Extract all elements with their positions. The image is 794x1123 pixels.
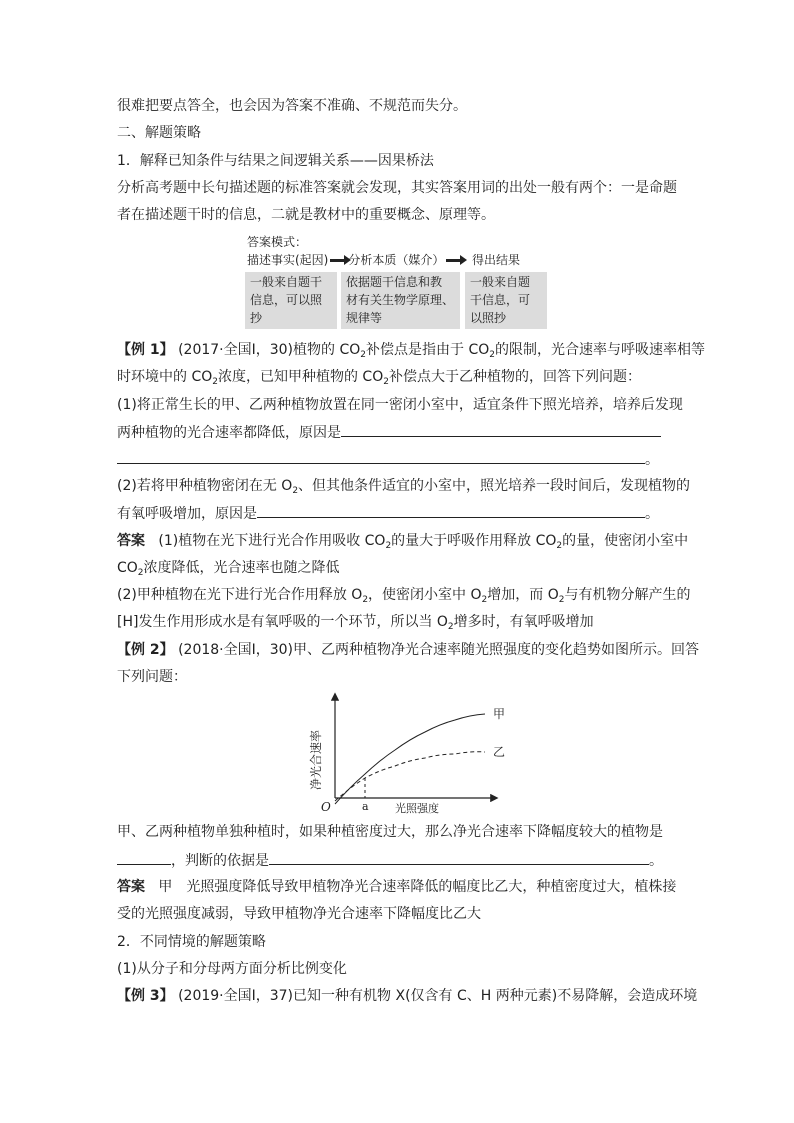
chart <box>305 690 505 815</box>
example-1-answer-line-3 <box>117 585 690 610</box>
subscript: 2 <box>212 377 218 387</box>
text: ，判断的依据是 <box>171 853 269 869</box>
arrow-right-icon <box>330 259 346 262</box>
example-2-line-1 <box>117 640 699 660</box>
text: 浓度，已知甲种植物的 CO <box>217 369 384 385</box>
heading-section-1: 1．解释已知条件与结果之间逻辑关系——因果桥法 <box>117 153 434 169</box>
subscript: 2 <box>481 595 488 605</box>
example-1-q1-line-3 <box>117 449 659 470</box>
text: 时环境中的 CO <box>117 369 213 385</box>
series-line-2 <box>335 752 485 801</box>
text: 补偿点是指由于 CO <box>366 342 490 358</box>
heading-section-2: 2．不同情境的解题策略 <box>117 934 266 950</box>
example-2-question-line-1: 甲、乙两种植物单独种植时，如果种植密度过大，那么净光合速率下降幅度较大的植物是 <box>117 824 663 840</box>
example-1-answer-line-1 <box>117 531 688 556</box>
text: (2018·全国Ⅰ，30)甲、乙两种植物净光合速率随光照强度的变化趋势如图所示。回答 <box>178 642 700 658</box>
diagram-box-1-line: 一般来自题干 <box>250 275 323 289</box>
text: (2)甲种植物在光下进行光合作用释放 O <box>117 587 363 603</box>
origin-label: O <box>321 800 331 814</box>
subscript: 2 <box>383 377 389 387</box>
diagram-box-1-line: 抄 <box>250 311 263 325</box>
example-1-line-2 <box>117 367 641 392</box>
subscript: 2 <box>385 541 392 551</box>
series-line-1 <box>335 714 485 804</box>
text: 的限制，光合速率与呼吸速率相等 <box>495 342 705 358</box>
example-1-q2-line-1 <box>117 476 690 501</box>
series-label-2: 乙 <box>493 745 505 759</box>
subscript: 2 <box>362 595 369 605</box>
example-1-line-1 <box>117 340 705 365</box>
subscript: 2 <box>489 350 495 360</box>
example-3-tag: 【例 3】 <box>117 988 174 1004</box>
diagram-box-2-line: 依据题干信息和教 <box>346 275 443 289</box>
text: [H]发生作用形成水是有氧呼吸的一个环节，所以当 O <box>117 614 448 630</box>
diagram-box-2-line: 规律等 <box>346 311 383 325</box>
text: (2019·全国Ⅰ，37)已知一种有机物 X(仅含有 C、H 两种元素)不易降解，会造成环境 <box>178 988 698 1004</box>
text: 。 <box>649 853 663 869</box>
paragraph-intro: 很难把要点答全，也会因为答案不准确、不规范而失分。 <box>117 98 467 114</box>
diagram-flow <box>247 252 520 268</box>
example-1-q1-line-1: (1)将正常生长的甲、乙两种植物放置在同一密闭小室中，适宜条件下照光培养，培养后发现 <box>117 397 683 413</box>
text: 。 <box>645 506 659 522</box>
answer-blank[interactable] <box>269 850 649 865</box>
text: ，使密闭小室中 O <box>368 587 482 603</box>
heading-strategy: 二、解题策略 <box>117 125 201 141</box>
paragraph-1-line-2: 者在描述题干时的信息，二就是教材中的重要概念、原理等。 <box>117 207 495 223</box>
answer-blank[interactable] <box>257 503 645 518</box>
text: 的量，使密闭小室中 <box>562 533 689 549</box>
answer-label: 答案 <box>117 533 145 549</box>
series-label-1: 甲 <box>493 707 505 721</box>
diagram-box-3-line: 一般来自题 <box>470 275 531 289</box>
diagram-box-1-line: 信息，可以照 <box>250 293 323 307</box>
example-2-answer-line-1 <box>117 877 676 897</box>
diagram-step-3: 得出结果 <box>472 253 521 267</box>
subscript: 2 <box>447 622 454 632</box>
text: 增多时，有氧呼吸增加 <box>453 614 594 630</box>
answer-blank[interactable] <box>117 449 645 464</box>
y-axis-label: 净光合速率 <box>309 729 323 791</box>
text: 甲 光照强度降低导致甲植物净光合速率降低的幅度比乙大，种植密度过大，植株接 <box>158 879 677 895</box>
x-axis-label: 光照强度 <box>395 802 439 815</box>
diagram-box-3 <box>465 272 547 329</box>
example-3-line-1 <box>117 986 697 1006</box>
diagram-step-2: 分析本质（媒介） <box>348 253 445 267</box>
text: (1)植物在光下进行光合作用吸收 CO <box>158 533 386 549</box>
example-2-line-2: 下列问题： <box>117 669 187 685</box>
diagram-step-1: 描述事实(起因) <box>247 253 329 267</box>
text: 的量大于呼吸作用释放 CO <box>391 533 557 549</box>
example-1-q1-line-2 <box>117 422 661 443</box>
text: (2)若将甲种植物密闭在无 O <box>117 478 293 494</box>
paragraph-1-line-1: 分析高考题中长句描述题的标准答案就会发现，其实答案用词的出处一般有两个：一是命题 <box>117 180 677 196</box>
answer-label: 答案 <box>117 879 145 895</box>
text: 增加，而 O <box>487 587 559 603</box>
x-marker-label: a <box>362 800 369 813</box>
arrow-right-icon <box>446 259 462 262</box>
example-1-answer-line-4 <box>117 612 594 637</box>
example-2-question-line-2 <box>117 850 663 871</box>
subscript: 2 <box>558 595 565 605</box>
heading-section-2-1: (1)从分子和分母两方面分析比例变化 <box>117 961 347 977</box>
subscript: 2 <box>137 568 144 578</box>
subscript: 2 <box>360 350 367 360</box>
subscript: 2 <box>556 541 563 551</box>
answer-blank[interactable] <box>341 422 661 437</box>
text: 有氧呼吸增加，原因是 <box>117 506 257 522</box>
example-1-answer-line-2 <box>117 558 340 583</box>
text: CO <box>117 560 138 576</box>
diagram-box-2 <box>341 272 460 329</box>
diagram-box-1 <box>245 272 337 329</box>
example-2-tag: 【例 2】 <box>117 642 174 658</box>
answer-blank[interactable] <box>117 850 171 865</box>
subscript: 2 <box>292 486 299 496</box>
text: 补偿点大于乙种植物的，回答下列问题： <box>388 369 641 385</box>
text: 浓度降低，光合速率也随之降低 <box>143 560 340 576</box>
example-1-q2-line-2 <box>117 503 659 524</box>
example-1-tag: 【例 1】 <box>117 342 174 358</box>
text: 、但其他条件适宜的小室中，照光培养一段时间后，发现植物的 <box>298 478 691 494</box>
text: 两种植物的光合速率都降低，原因是 <box>117 425 341 441</box>
diagram-title: 答案模式： <box>247 235 308 249</box>
diagram-box-2-line: 材有关生物学原理、 <box>346 293 455 307</box>
text: (2017·全国Ⅰ，30)植物的 CO <box>178 342 361 358</box>
diagram-box-3-line: 以照抄 <box>470 311 507 325</box>
text: 与有机物分解产生的 <box>564 587 691 603</box>
text: 。 <box>645 452 659 468</box>
example-2-answer-line-2: 受的光照强度减弱，导致甲植物净光合速率下降幅度比乙大 <box>117 906 481 922</box>
diagram-box-3-line: 干信息，可 <box>470 293 531 307</box>
